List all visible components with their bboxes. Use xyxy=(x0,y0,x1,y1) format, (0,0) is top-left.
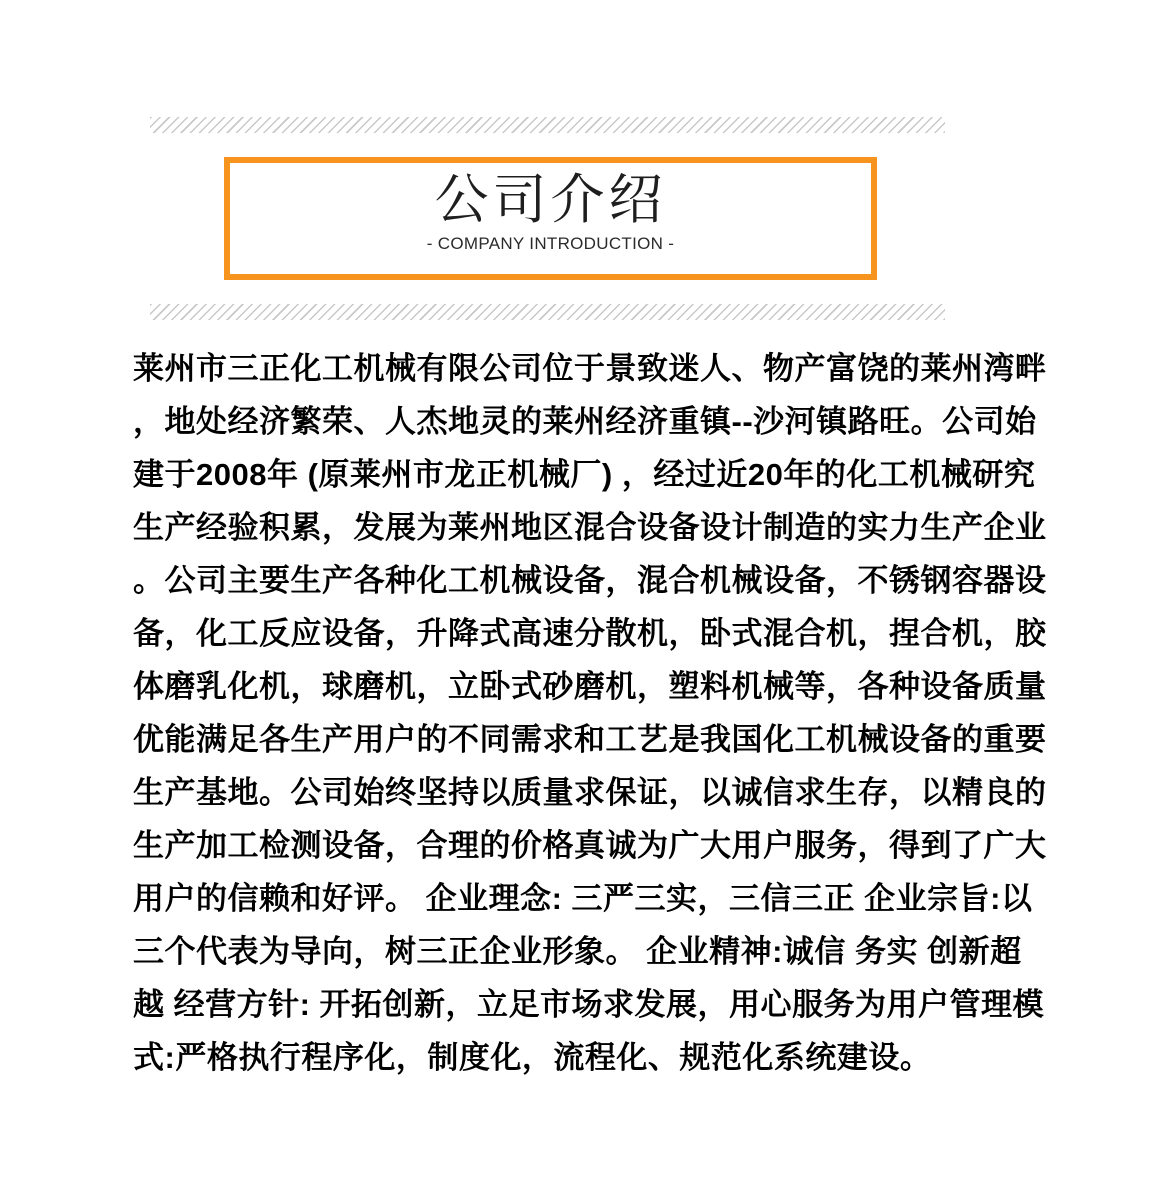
hatch-stripe-top xyxy=(150,117,945,133)
body-text-line: 生产经验积累，发展为莱州地区混合设备设计制造的实力生产企业 xyxy=(133,510,1047,545)
body-text-line: 用户的信赖和好评。 企业理念: 三严三实，三信三正 企业宗旨:以 xyxy=(133,881,1033,916)
section-title-box xyxy=(224,157,877,280)
body-text-line: ，地处经济繁荣、人杰地灵的莱州经济重镇--沙河镇路旺。公司始 xyxy=(133,404,1037,439)
body-text-line: 生产基地。公司始终坚持以质量求保证，以诚信求生存，以精良的 xyxy=(133,775,1047,810)
body-text-line: 备，化工反应设备，升降式高速分散机，卧式混合机，捏合机，胶 xyxy=(133,616,1047,651)
body-text-line: 三个代表为导向，树三正企业形象。 企业精神:诚信 务实 创新超 xyxy=(133,934,1022,969)
company-description xyxy=(133,342,1047,1084)
body-text-line: 。公司主要生产各种化工机械设备，混合机械设备，不锈钢容器设 xyxy=(133,563,1047,598)
section-title-english: - COMPANY INTRODUCTION - xyxy=(426,234,675,254)
body-text-line: 莱州市三正化工机械有限公司位于景致迷人、物产富饶的莱州湾畔 xyxy=(133,351,1047,386)
body-text-line: 建于2008年 (原莱州市龙正机械厂) ，经过近20年的化工机械研究 xyxy=(133,457,1036,492)
body-text-line: 优能满足各生产用户的不同需求和工艺是我国化工机械设备的重要 xyxy=(133,722,1047,757)
body-text-line: 体磨乳化机，球磨机，立卧式砂磨机，塑料机械等，各种设备质量 xyxy=(133,669,1047,704)
section-title-chinese: 公司介绍 xyxy=(434,170,667,230)
hatch-stripe-bottom xyxy=(150,304,945,320)
body-text-line: 越 经营方针: 开拓创新，立足市场求发展，用心服务为用户管理模 xyxy=(133,987,1045,1022)
body-text-line: 生产加工检测设备，合理的价格真诚为广大用户服务，得到了广大 xyxy=(133,828,1047,863)
body-text-line: 式:严格执行程序化，制度化，流程化、规范化系统建设。 xyxy=(133,1040,932,1075)
